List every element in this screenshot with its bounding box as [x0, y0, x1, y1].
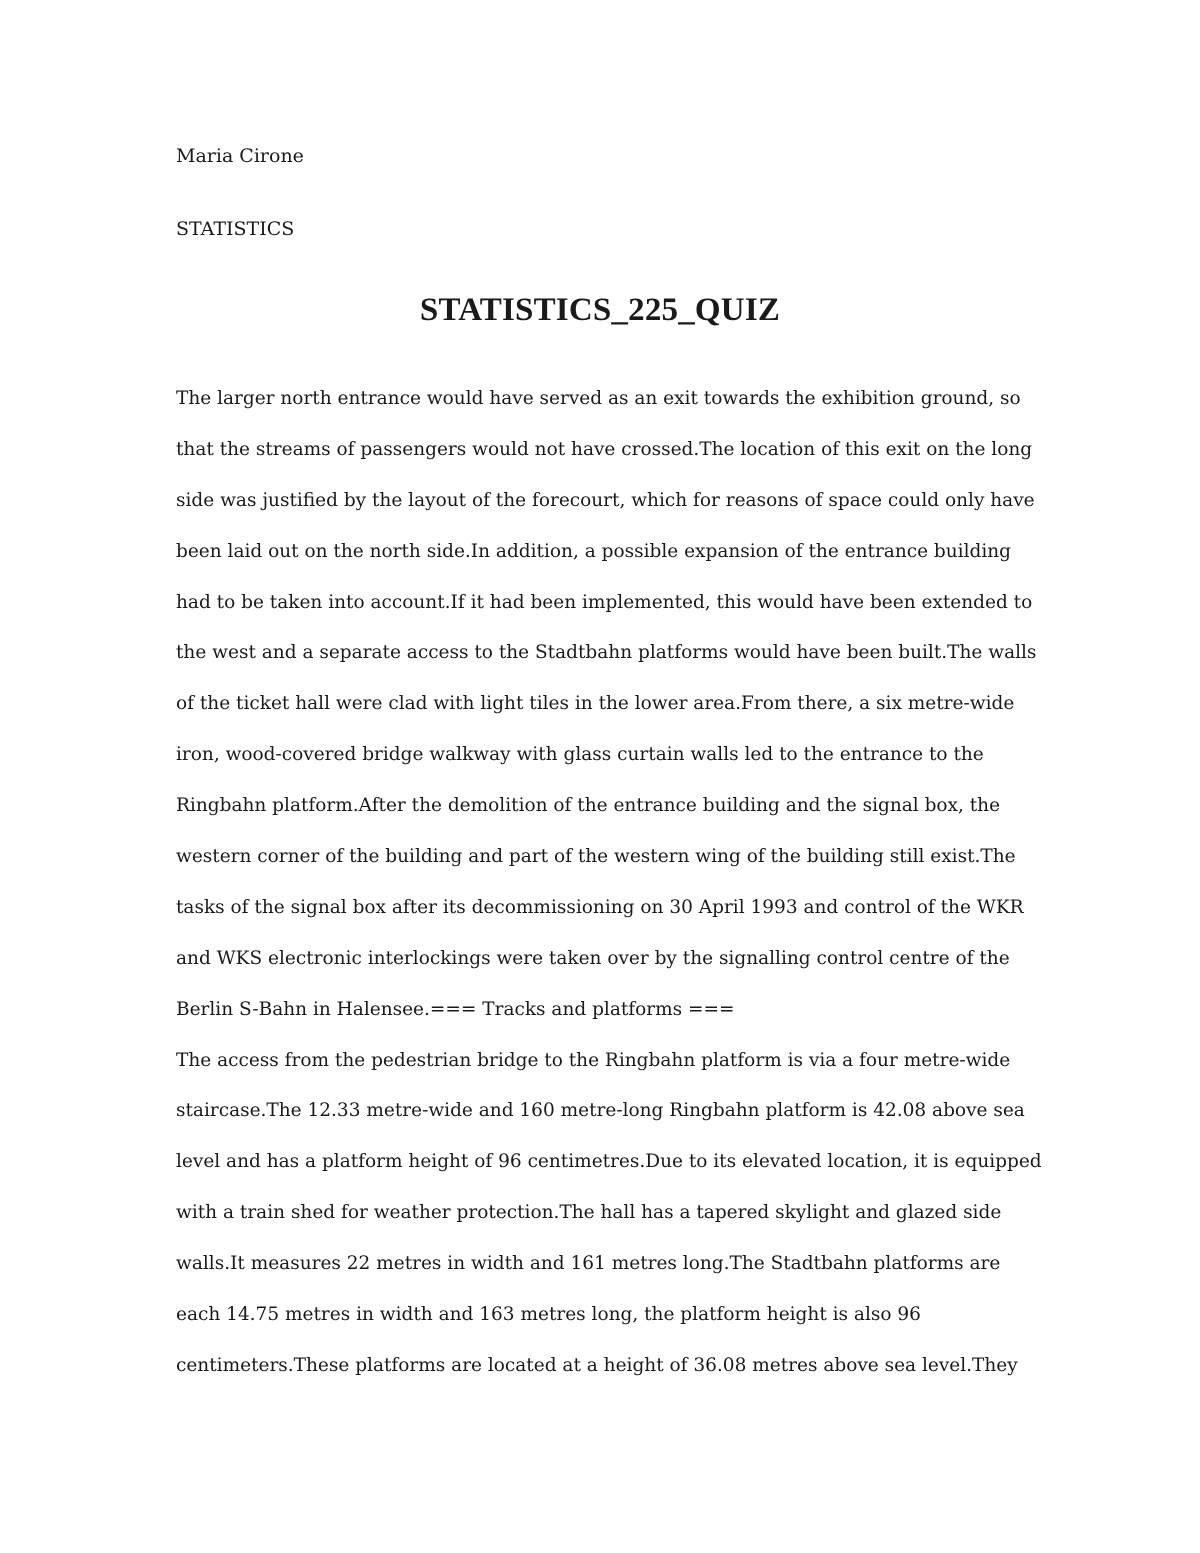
body-line: tasks of the signal box after its decommissioning on 30 April 1993 and control of the WKR: [176, 896, 1024, 918]
body-line: Berlin S-Bahn in Halensee.=== Tracks and platforms ===: [176, 998, 735, 1020]
body-line: of the ticket hall were clad with light tiles in the lower area.From there, a six metre-wide: [176, 693, 1015, 715]
body-line: staircase.The 12.33 metre-wide and 160 metre-long Ringbahn platform is 42.08 above sea: [176, 1100, 1025, 1122]
body-line: The access from the pedestrian bridge to the Ringbahn platform is via a four metre-wide: [176, 1049, 1011, 1071]
body-line: been laid out on the north side.In addition, a possible expansion of the entrance building: [176, 540, 1012, 562]
body-line: western corner of the building and part of the western wing of the building still exist.The: [176, 846, 1016, 868]
body-line: the west and a separate access to the Stadtbahn platforms would have been built.The walls: [176, 642, 1037, 664]
body-line: walls.It measures 22 metres in width and 161 metres long.The Stadtbahn platforms are: [176, 1253, 1001, 1275]
course-name: STATISTICS: [176, 218, 295, 240]
body-line: each 14.75 metres in width and 163 metres long, the platform height is also 96: [176, 1304, 921, 1326]
author-name: Maria Cirone: [176, 145, 304, 167]
document-title: STATISTICS_225_QUIZ: [419, 292, 781, 328]
body-line: that the streams of passengers would not have crossed.The location of this exit on the long: [176, 438, 1033, 460]
body-text: [176, 385, 1042, 1403]
body-line: Ringbahn platform.After the demolition of the entrance building and the signal box, the: [176, 795, 1001, 817]
body-line: side was justified by the layout of the forecourt, which for reasons of space could only have: [176, 489, 1035, 511]
body-line: had to be taken into account.If it had been implemented, this would have been extended to: [176, 591, 1033, 613]
body-line: with a train shed for weather protection.The hall has a tapered skylight and glazed side: [176, 1202, 1002, 1224]
body-line: iron, wood-covered bridge walkway with glass curtain walls led to the entrance to the: [176, 744, 984, 766]
body-line: level and has a platform height of 96 centimetres.Due to its elevated location, it is equipped: [176, 1151, 1042, 1173]
body-line: centimeters.These platforms are located at a height of 36.08 metres above sea level.They: [176, 1354, 1018, 1376]
body-line: The larger north entrance would have served as an exit towards the exhibition ground, so: [176, 388, 1021, 409]
body-line: and WKS electronic interlockings were taken over by the signalling control centre of the: [176, 947, 1010, 969]
